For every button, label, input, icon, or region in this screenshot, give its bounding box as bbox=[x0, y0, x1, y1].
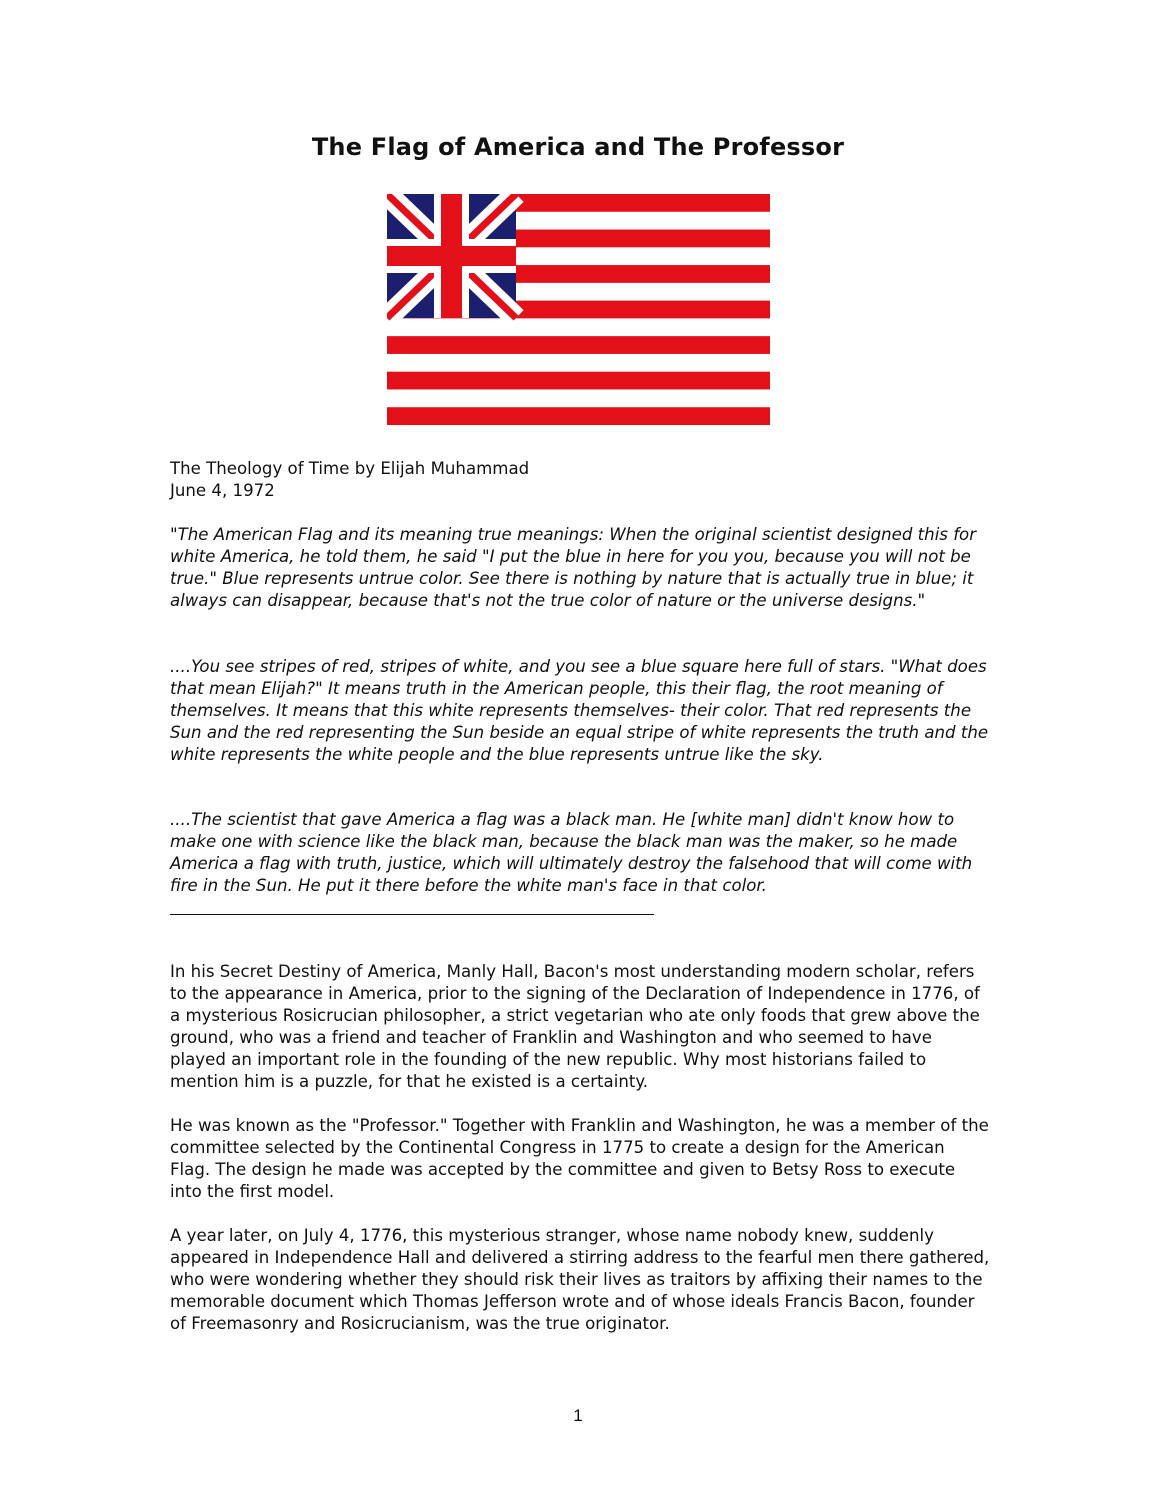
flag-stripe-red bbox=[387, 336, 770, 354]
flag-stripe-white bbox=[387, 389, 770, 407]
body-paragraph: He was known as the "Professor." Together with Franklin and Washington, he was a member of the committee selected by the Continental Congress in 1775 to create a design for the American Flag. The design he made was accepted by the committee and given to Betsy Ross to execute into the first model. bbox=[170, 1116, 989, 1201]
grand-union-flag-image bbox=[387, 194, 770, 425]
source-date: June 4, 1972 bbox=[170, 481, 275, 500]
flag-stripe-red bbox=[387, 372, 770, 390]
source-citation bbox=[170, 458, 990, 502]
body-paragraph: In his Secret Destiny of America, Manly Hall, Bacon's most understanding modern scholar, refers to the appearance in America, prior to the signing of the Declaration of Independence in 1776, of a mysterious Rosicrucian philosopher, a strict vegetarian who ate only foods that grew above the ground, who was a friend and teacher of Franklin and Washington and who seemed to have played an important role in the founding of the new republic. Why most historians failed to mention him is a puzzle, for that he existed is a certainty. bbox=[170, 962, 980, 1091]
page-number: 1 bbox=[573, 1406, 583, 1425]
document-title: The Flag of America and The Professor bbox=[311, 133, 845, 161]
flag-cross-red-horizontal bbox=[387, 246, 516, 266]
flag-canton bbox=[387, 194, 516, 318]
quote-paragraph: ....The scientist that gave America a flag was a black man. He [white man] didn't know how to make one with science like the black man, because the black man was the maker, so he made America a flag with truth, justice, which will ultimately destroy the falsehood that will come with fire in the Sun. He put it there before the white man's face in that color. bbox=[170, 810, 973, 895]
flag-stripe-red bbox=[387, 407, 770, 425]
quote-paragraph: "The American Flag and its meaning true meanings: When the original scientist designed this for white America, he told them, he said "I put the blue in here for you you, because you will not be true." Blue represents untrue color. See there is nothing by nature that is actually true in blue; it always can disappear, because that's not the true color of nature or the universe designs." bbox=[170, 525, 977, 610]
body-paragraph: A year later, on July 4, 1776, this mysterious stranger, whose name nobody knew, suddenly appeared in Independence Hall and delivered a stirring address to the fearful men there gathered, who were wondering whether they should risk their lives as traitors by affixing their names to the memorable document which Thomas Jefferson wrote and of whose ideals Francis Bacon, founder of Freemasonry and Rosicrucianism, was the true originator. bbox=[170, 1226, 990, 1333]
source-title: The Theology of Time by Elijah Muhammad bbox=[170, 459, 530, 478]
section-divider bbox=[170, 914, 654, 915]
flag-stripe-white bbox=[387, 354, 770, 372]
flag-stripe-white bbox=[387, 318, 770, 336]
quote-paragraph: ....You see stripes of red, stripes of white, and you see a blue square here full of stars. "What does that mean Elijah?" It means truth in the American people, this their flag, the root meaning of themselves. It means that this white represents themselves- their color. That red represents the Sun and the red representing the Sun beside an equal stripe of white represents the truth and the white represents the white people and the blue represents untrue like the sky. bbox=[170, 657, 989, 764]
